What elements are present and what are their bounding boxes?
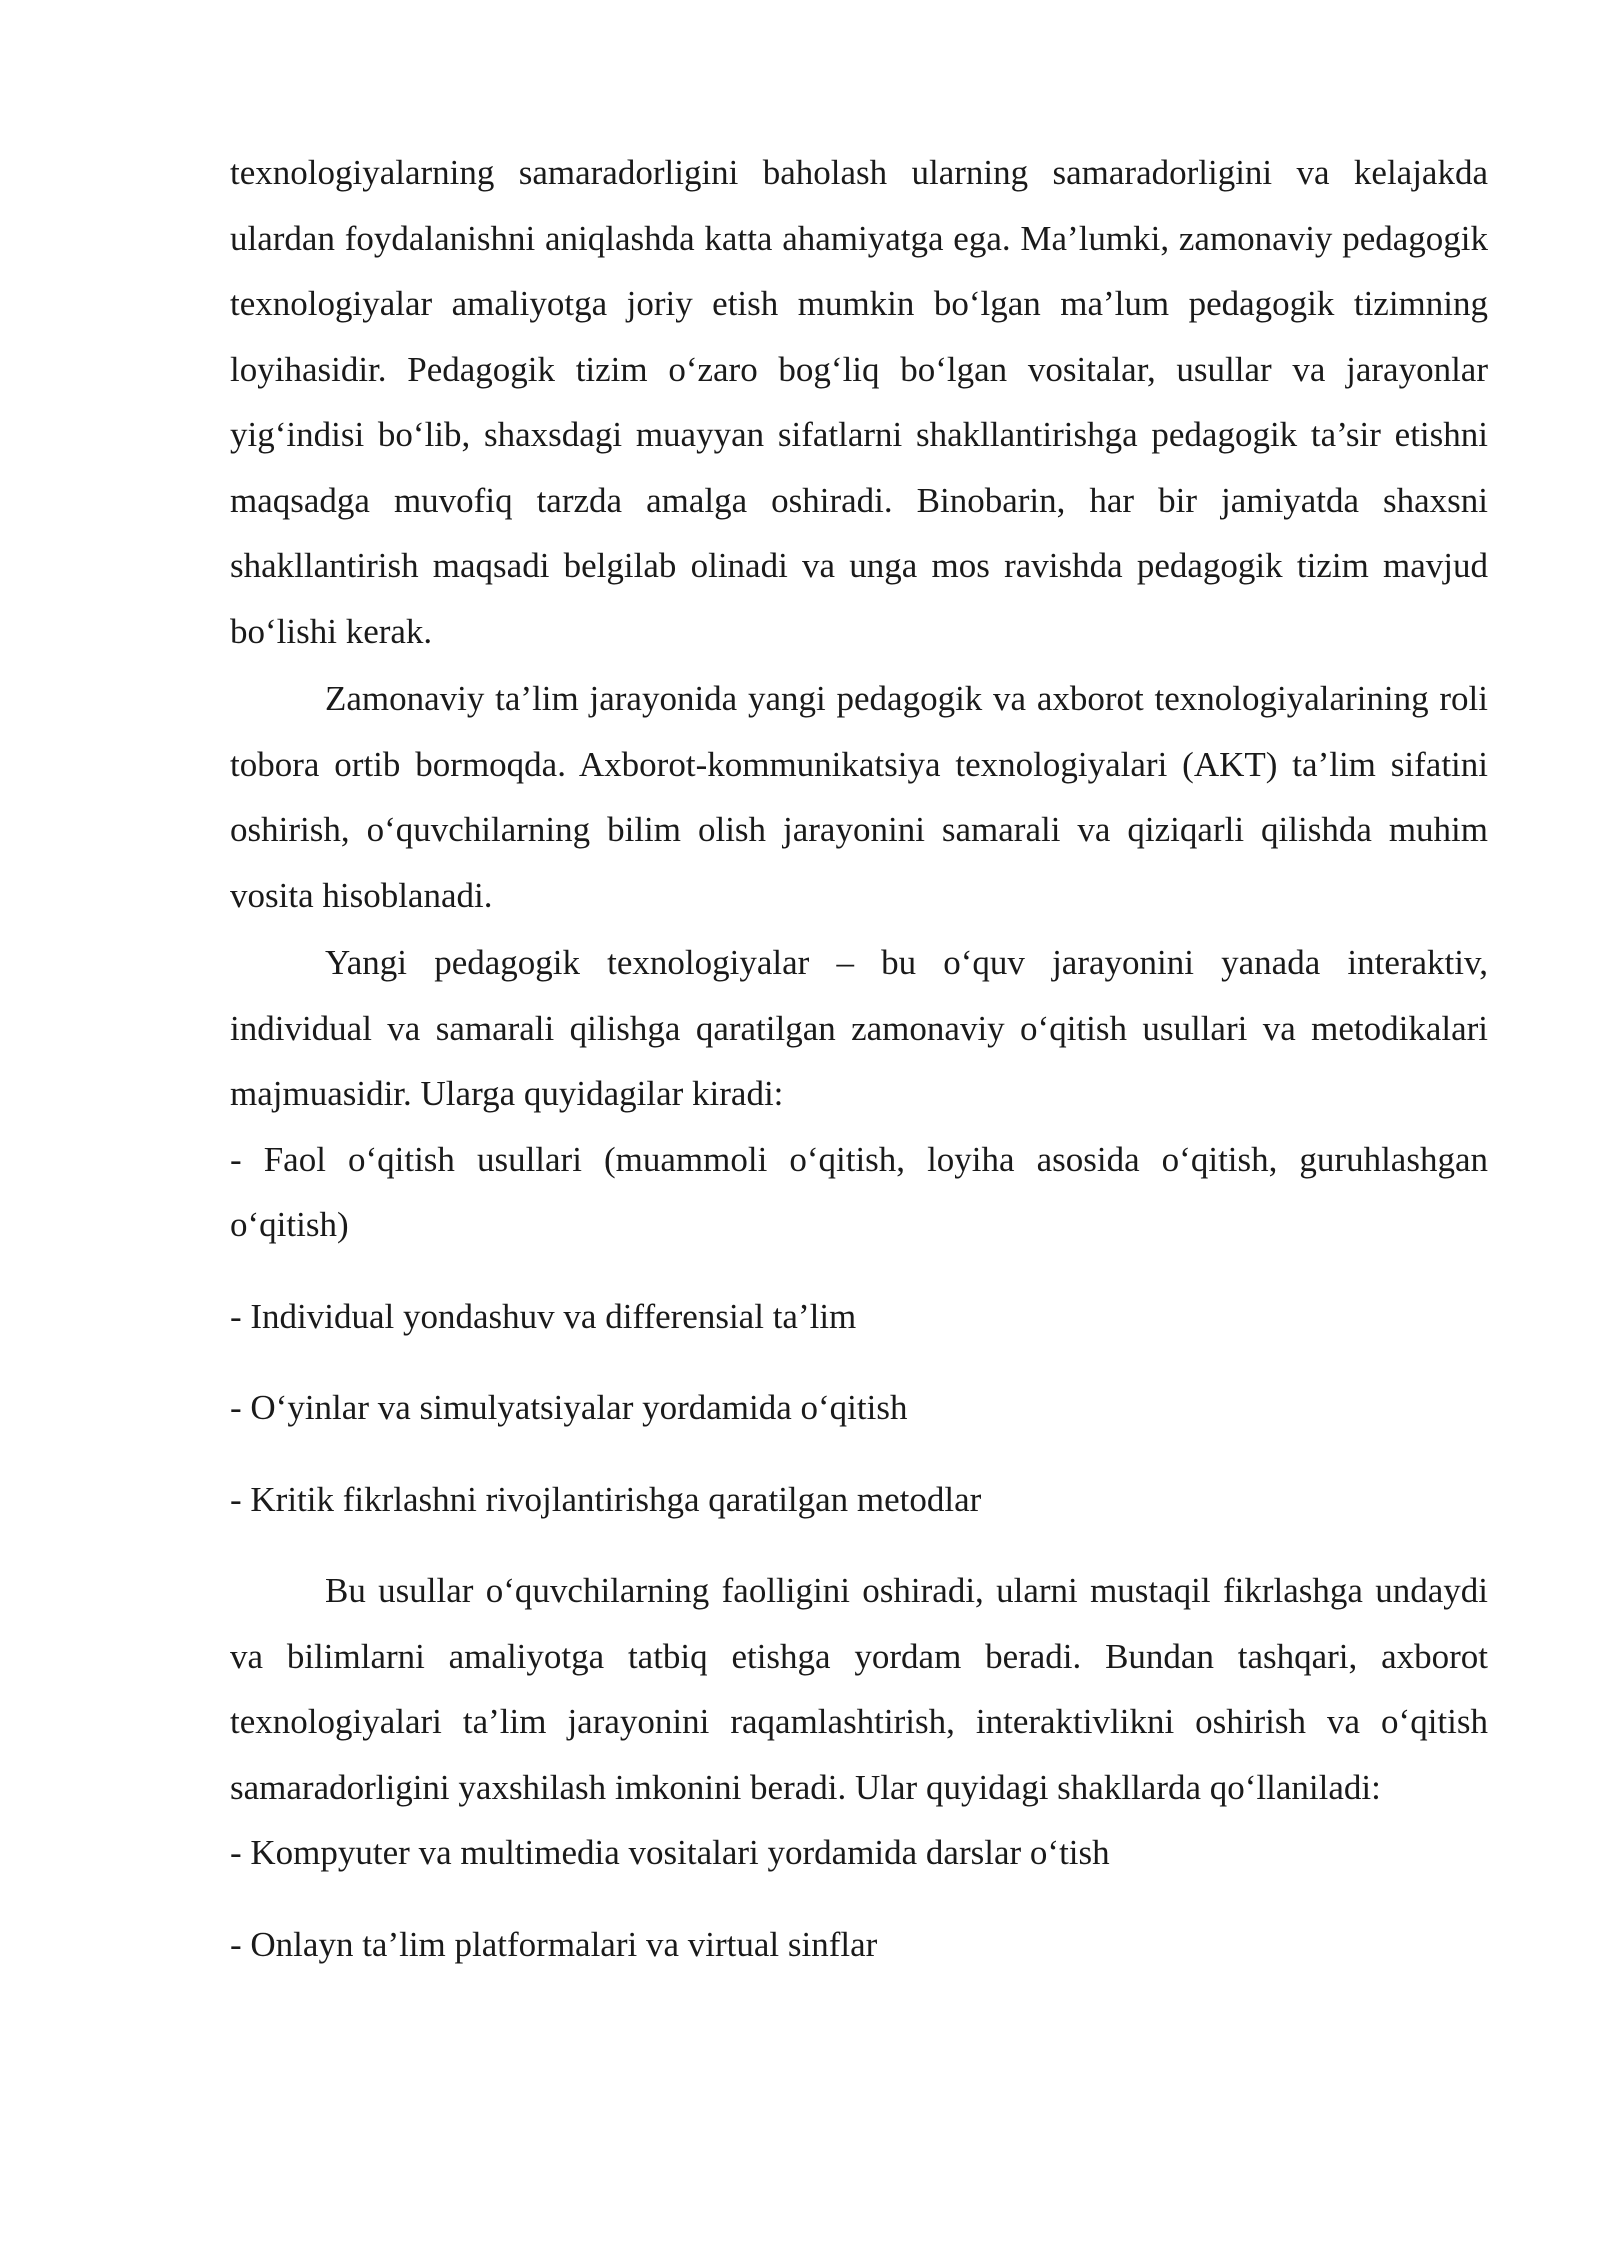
spacer [230, 1258, 1488, 1284]
list-item-active-learning: - Faol o‘qitish usullari (muammoli o‘qitish, loyiha asosida o‘qitish, guruhlashgan o‘qitish) [230, 1139, 1488, 1244]
list-item-games-simulations: - O‘yinlar va simulyatsiyalar yordamida o‘qitish [230, 1388, 908, 1427]
paragraph-new-technologies: Yangi pedagogik texnologiyalar – bu o‘quv jarayonini yanada interaktiv, individual va samarali qilishga qaratilgan zamonaviy o‘qitish usullari va metodikalari majmuasidir. Ularga quyidagilar kiradi: [230, 943, 1488, 1113]
page-body [230, 140, 1488, 1977]
spacer [230, 1349, 1488, 1375]
list-item-individual-approach: - Individual yondashuv va differensial ta’lim [230, 1296, 857, 1336]
paragraph-ict-role: Zamonaviy ta’lim jarayonida yangi pedagogik va axborot texnologiyalarining roli tobora ortib bormoqda. Axborot-kommunikatsiya texnologiyalari (AKT) ta’lim sifatini oshirish, o‘quvchilarning bilim olish jarayonini samarali va qiziqarli qilishda muhim vosita hisoblanadi. [230, 679, 1488, 915]
paragraph-methods-benefits: Bu usullar o‘quvchilarning faolligini oshiradi, ularni mustaqil fikrlashga undaydi va bilimlarni amaliyotga tatbiq etishga yordam beradi. Bundan tashqari, axborot texnologiyalari ta’lim jarayonini raqamlashtirish, interaktivlikni oshirish va o‘qitish samaradorligini yaxshilash imkonini beradi. Ular quyidagi shakllarda qo‘llaniladi: [230, 1571, 1488, 1807]
paragraph-evaluation: texnologiyalarning samaradorligini baholash ularning samaradorligini va kelajakda ulardan foydalanishni aniqlashda katta ahamiyatga ega. Ma’lumki, zamonaviy pedagogik texnologiyalar amaliyotga joriy etish mumkin bo‘lgan ma’lum pedagogik tizimning loyihasidir. Pedagogik tizim o‘zaro bog‘liq bo‘lgan vositalar, usullar va jarayonlar yig‘indisi bo‘lib, shaxsdagi muayyan sifatlarni shakllantirishga pedagogik ta’sir etishni maqsadga muvofiq tarzda amalga oshiradi. Binobarin, har bir jamiyatda shaxsni shakllantirish maqsadi belgilab olinadi va unga mos ravishda pedagogik tizim mavjud bo‘lishi kerak. [230, 153, 1488, 651]
spacer [230, 1532, 1488, 1558]
list-item-computer-multimedia: - Kompyuter va multimedia vositalari yordamida darslar o‘tish [230, 1833, 1110, 1872]
list-item-online-platforms: - Onlayn ta’lim platformalari va virtual sinflar [230, 1924, 878, 1964]
list-item-critical-thinking: - Kritik fikrlashni rivojlantirishga qaratilgan metodlar [230, 1479, 982, 1519]
spacer [230, 1886, 1488, 1912]
spacer [230, 1441, 1488, 1467]
